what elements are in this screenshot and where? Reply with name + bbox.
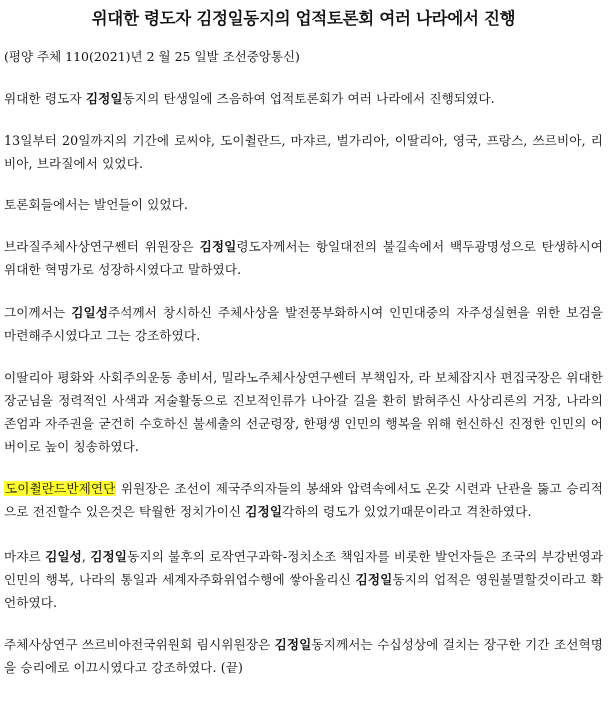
paragraph-text: 위대한 령도자 bbox=[4, 91, 86, 106]
leader-name: 김정일 bbox=[85, 91, 123, 106]
paragraph-text: 토론회들에서는 발언들이 있었다. bbox=[4, 197, 189, 212]
leader-name: 김정일 bbox=[274, 637, 312, 652]
highlighted-organization: 도이췰란드반제연단 bbox=[5, 481, 116, 496]
paragraph-text: 동지의 탄생일에 즈음하여 업적토론회가 여러 나라에서 진행되였다. bbox=[122, 91, 495, 106]
paragraph-text: 이딸리아 평화와 사회주의운동 총비서, 밀라노주체사상연구쎈터 부책임자, 라 보체잡지사 편집국장은 위대한 장군님을 정력적인 사색과 저술활동으로 진보적인류가 나아갈 길을 환히 밝혀주신 사상리론의 거장, 나라의 존엄과 자주권을 굳건히 수호하신 불세출의 선군령장, 한평생 인민의 행복을 위해 헌신하신 진정한 인민의 어버이로 높이 칭송하였다. bbox=[4, 370, 603, 454]
article-title: 위대한 령도자 김정일동지의 업적토론회 여러 나라에서 진행 bbox=[91, 9, 516, 28]
paragraph-text: 동지께서는 수십성상에 걸치는 장구한 기간 조선혁명을 승리에로 이끄시였다고 강조하였다. (끝) bbox=[4, 637, 604, 675]
paragraph-text: 주석께서 창시하신 주체사상을 발전풍부화하시여 인민대중의 자주성실현을 위한 보검을 마련해주시였다고 그는 강조하였다. bbox=[4, 305, 603, 343]
paragraph-text: , bbox=[81, 549, 91, 564]
leader-name: 김정일 bbox=[90, 549, 128, 564]
article-paragraph-6 bbox=[4, 366, 603, 458]
paragraph-text: 주체사상연구 쓰르비아전국위원회 림시위원장은 bbox=[4, 637, 275, 652]
article-paragraph-4 bbox=[4, 235, 603, 281]
article-paragraph-2 bbox=[4, 129, 603, 175]
paragraph-text: 13일부터 20일까지의 기간에 로씨야, 도이췰란드, 마쟈르, 벌가리아, 이딸리아, 영국, 프랑스, 쓰르비아, 리비아, 브라질에서 있었다. bbox=[4, 133, 603, 171]
paragraph-text: 위원장은 조선이 제국주의자들의 봉쇄와 압력속에서도 온갖 시련과 난관을 뚫고 승리적으로 전진할수 있은것은 탁월한 정치가이신 bbox=[4, 481, 603, 519]
paragraph-text: 동지의 업적은 영원불멸할것이라고 확언하였다. bbox=[4, 572, 603, 610]
article-paragraph-8 bbox=[4, 545, 603, 614]
article-paragraph-5 bbox=[4, 301, 603, 347]
leader-name: 김일성 bbox=[71, 305, 109, 320]
leader-name: 김정일 bbox=[199, 239, 237, 254]
paragraph-text: 령도자께서는 항일대전의 불길속에서 백두광명성으로 탄생하시여 위대한 혁명가로 성장하시였다고 말하였다. bbox=[4, 239, 603, 277]
paragraph-text: 동지의 불후의 로작연구과학-정치소조 책임자를 비롯한 발언자들은 조국의 부강번영과 인민의 행복, 나라의 통일과 세계자주화위업수행에 쌓아올리신 bbox=[4, 549, 603, 587]
paragraph-text: 각하의 령도가 있었기때문이라고 격찬하였다. bbox=[282, 504, 532, 519]
article-paragraph-9 bbox=[4, 633, 603, 679]
leader-name: 김정일 bbox=[355, 572, 393, 587]
paragraph-text: 마쟈르 bbox=[4, 549, 46, 564]
paragraph-text: 그이께서는 bbox=[4, 305, 72, 320]
paragraph-text: 브라질주체사상연구쎈터 위원장은 bbox=[4, 239, 200, 254]
leader-name: 김정일 bbox=[245, 504, 283, 519]
article-paragraph-7 bbox=[4, 477, 603, 523]
article-paragraph-1 bbox=[4, 87, 603, 110]
article-dateline: (평양 주체 110(2021)년 2 월 25 일발 조선중앙통신) bbox=[4, 49, 300, 64]
article-paragraph-3 bbox=[4, 193, 603, 216]
leader-name: 김일성 bbox=[45, 549, 82, 564]
